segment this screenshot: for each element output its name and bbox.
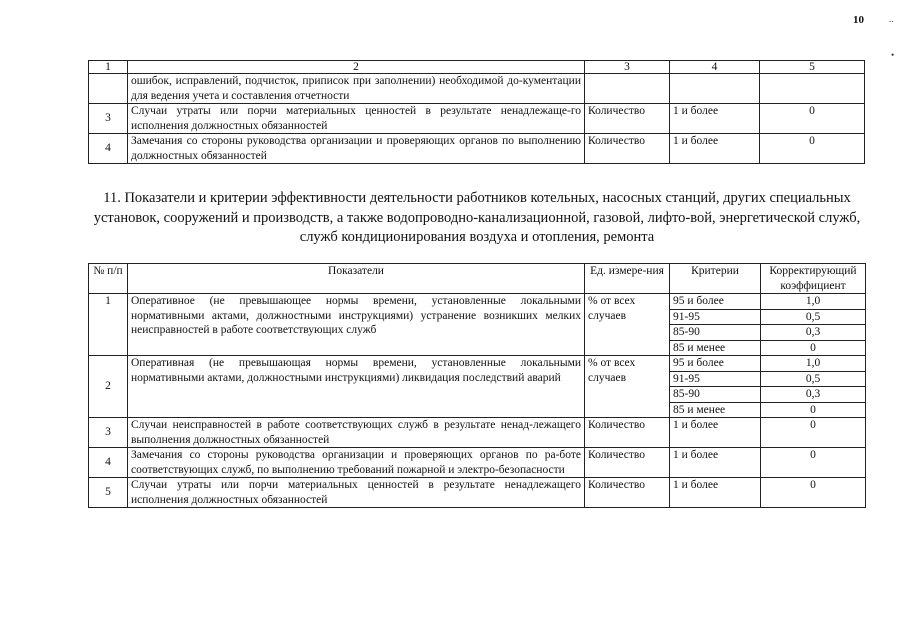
column-number: 5 [760,61,865,74]
coefficient-cell: 0 [760,104,865,134]
scan-mark: • [891,50,895,60]
scan-mark: .. [889,14,894,24]
coefficient-cell: 0 [761,418,866,448]
unit-cell [585,74,670,104]
criterion-cell: 1 и более [670,448,761,478]
unit-cell: % от всех случаев [585,356,670,418]
row-number: 1 [89,294,128,356]
criterion-cell: 85-90 [670,387,761,403]
table-row [89,356,866,372]
coefficient-cell: 0,5 [761,371,866,387]
column-number: 1 [89,61,128,74]
header-criteria: Критерии [670,264,761,294]
coefficient-cell: 0,3 [761,325,866,341]
unit-cell: Количество [585,448,670,478]
header-number: № п/п [89,264,128,294]
efficiency-criteria-table [88,263,866,508]
criterion-cell: 1 и более [670,134,760,164]
coefficient-cell: 0 [760,134,865,164]
criterion-cell: 91-95 [670,309,761,325]
indicator-text: Случаи неисправностей в работе соответствующих служб в результате ненад-лежащего выполнения должностных обязанностей [128,418,585,448]
table-row [89,448,866,478]
coefficient-cell: 0 [761,448,866,478]
table-row [89,104,865,134]
coefficient-cell: 0 [761,402,866,418]
unit-cell: Количество [585,104,670,134]
table-row [89,418,866,448]
table-row [89,478,866,508]
table-header-row [89,264,866,294]
criterion-cell: 85 и менее [670,340,761,356]
column-number: 3 [585,61,670,74]
header-indicator: Показатели [128,264,585,294]
column-number-row [89,61,865,74]
indicator-text: Случаи утраты или порчи материальных ценностей в результате ненадлежащего исполнения должностных обязанностей [128,478,585,508]
header-coefficient: Корректирующий коэффициент [761,264,866,294]
row-number: 3 [89,104,128,134]
indicator-text: Случаи утраты или порчи материальных ценностей в результате ненадлежаще-го исполнения должностных обязанностей [128,104,585,134]
indicator-text: ошибок, исправлений, подчисток, приписок при заполнении) необходимой до-кументации для ведения учета и составления отчетности [128,74,585,104]
table-row [89,74,865,104]
header-unit: Ед. измере-ния [585,264,670,294]
coefficient-cell: 1,0 [761,294,866,310]
criterion-cell: 95 и более [670,294,761,310]
criterion-cell: 85 и менее [670,402,761,418]
coefficient-cell: 0 [761,340,866,356]
row-number: 5 [89,478,128,508]
coefficient-cell: 0,3 [761,387,866,403]
row-number: 2 [89,356,128,418]
indicator-text: Замечания со стороны руководства организации и проверяющих органов по ра-боте соответствующих служб, по выполнению требований пожарной и электро-безопасности [128,448,585,478]
criterion-cell: 1 и более [670,104,760,134]
criterion-cell: 95 и более [670,356,761,372]
indicator-text: Оперативная (не превышающая нормы времени, установленные локальными нормативными актами, должностными инструкциями) ликвидация последствий аварий [128,356,585,418]
column-number: 4 [670,61,760,74]
coefficient-cell: 0 [761,478,866,508]
coefficient-cell: 0,5 [761,309,866,325]
unit-cell: % от всех случаев [585,294,670,356]
coefficient-cell [760,74,865,104]
section-heading: 11. Показатели и критерии эффективности деятельности работников котельных, насосных станций, других специальных установок, сооружений и производств, а также водопроводно-канализационной, газовой, лифто-вой, энергетической служб, служб кондиционирования воздуха и отопления, ремонта [93,190,861,245]
page-number: 10 [853,14,864,26]
criterion-cell: 1 и более [670,478,761,508]
criterion-cell: 1 и более [670,418,761,448]
criterion-cell: 91-95 [670,371,761,387]
row-number: 4 [89,448,128,478]
indicator-text: Замечания со стороны руководства организации и проверяющих органов по выполнению должностных обязанностей [128,134,585,164]
row-number: 3 [89,418,128,448]
row-number [89,74,128,104]
continued-criteria-table [88,60,865,164]
criterion-cell [670,74,760,104]
unit-cell: Количество [585,478,670,508]
column-number: 2 [128,61,585,74]
indicator-text: Оперативное (не превышающее нормы времени, установленные локальными нормативными актами, должностными инструкциями) устранение возникших мелких неисправностей в работе соответствующих служб [128,294,585,356]
table-row [89,134,865,164]
criterion-cell: 85-90 [670,325,761,341]
coefficient-cell: 1,0 [761,356,866,372]
unit-cell: Количество [585,134,670,164]
table-row [89,294,866,310]
unit-cell: Количество [585,418,670,448]
row-number: 4 [89,134,128,164]
